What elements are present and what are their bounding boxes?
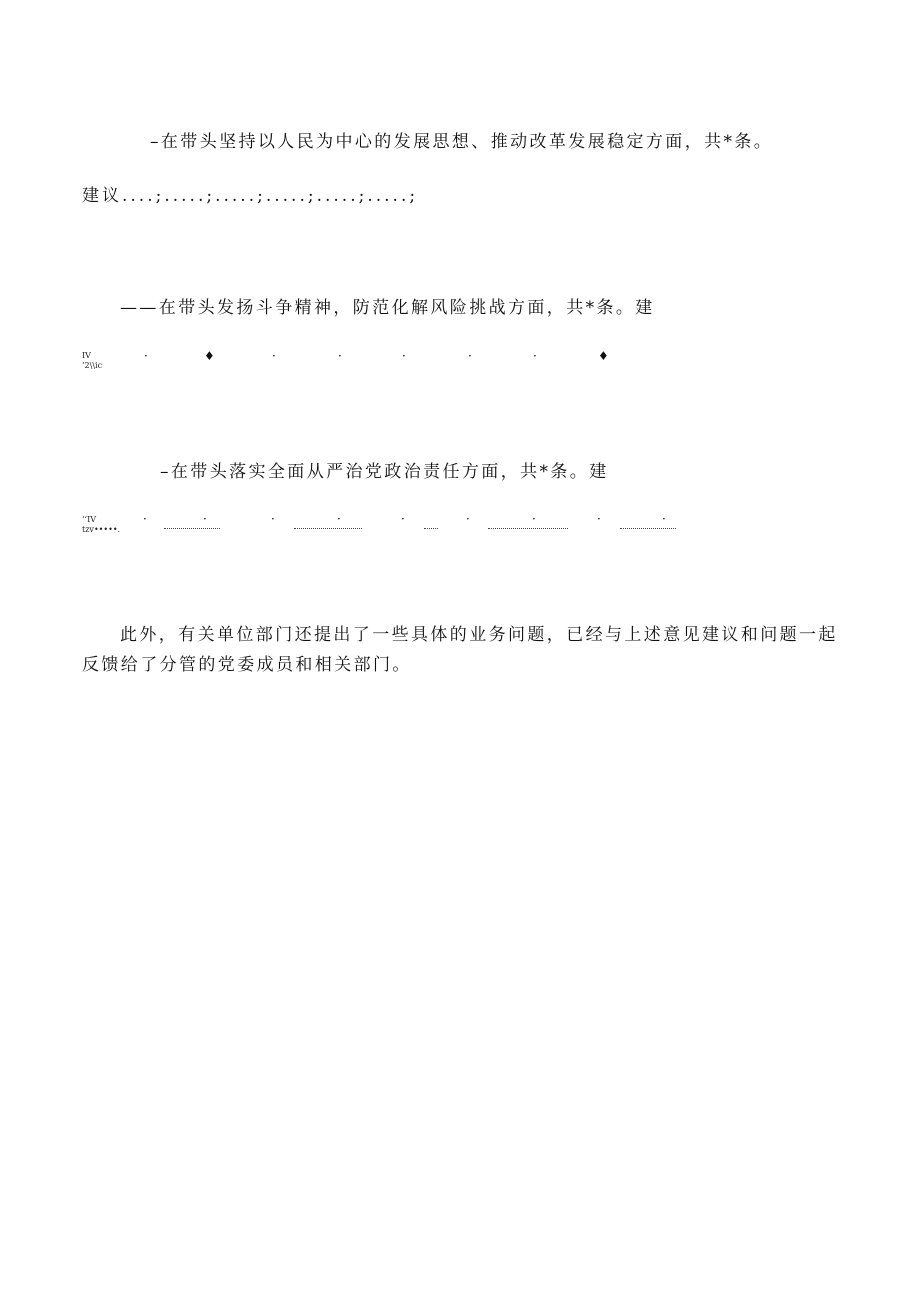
dot-mark: · [144, 349, 148, 363]
dot-mark: · [272, 349, 276, 363]
dot-mark: · [338, 349, 342, 363]
dot-mark: · [662, 512, 666, 526]
dot-mark: · [468, 349, 472, 363]
section-2-heading: ——在带头发扬斗争精神，防范化解风险挑战方面，共*条。建 [120, 298, 655, 318]
dot-mark: · [143, 512, 147, 526]
dot-mark: · [203, 512, 207, 526]
garbled-text-b: ‘2\\ic [82, 361, 103, 370]
fill-line [424, 528, 438, 529]
dot-mark: · [402, 349, 406, 363]
dot-mark: · [337, 512, 341, 526]
garbled-text-d: tzv•••••. [82, 525, 121, 534]
garbled-text-a: IV [82, 351, 91, 360]
section-3-heading: –在带头落实全面从严治党政治责任方面，共*条。建 [160, 462, 609, 482]
fill-line [294, 528, 362, 529]
dot-mark: · [271, 512, 275, 526]
fill-line [164, 528, 220, 529]
fill-line [488, 528, 568, 529]
closing-paragraph: 此外，有关单位部门还提出了一些具体的业务问题，已经与上述意见建议和问题一起反馈给了分管的党委成员和相关部门。 [82, 625, 838, 675]
section-1-suggestions: 建议....;.....;.....;.....;.....;.....; [82, 186, 419, 206]
fill-line [620, 528, 676, 529]
dot-mark: · [533, 349, 537, 363]
diamond-mark: ♦ [204, 349, 215, 363]
diamond-mark: ♦ [598, 349, 609, 363]
section-1-heading: –在带头坚持以人民为中心的发展思想、推动改革发展稳定方面，共*条。 [150, 132, 774, 152]
dot-mark: · [401, 512, 405, 526]
dot-mark: · [597, 512, 601, 526]
dot-mark: · [532, 512, 536, 526]
garbled-text-c: ‘‘IV [82, 515, 97, 524]
dot-mark: · [466, 512, 470, 526]
